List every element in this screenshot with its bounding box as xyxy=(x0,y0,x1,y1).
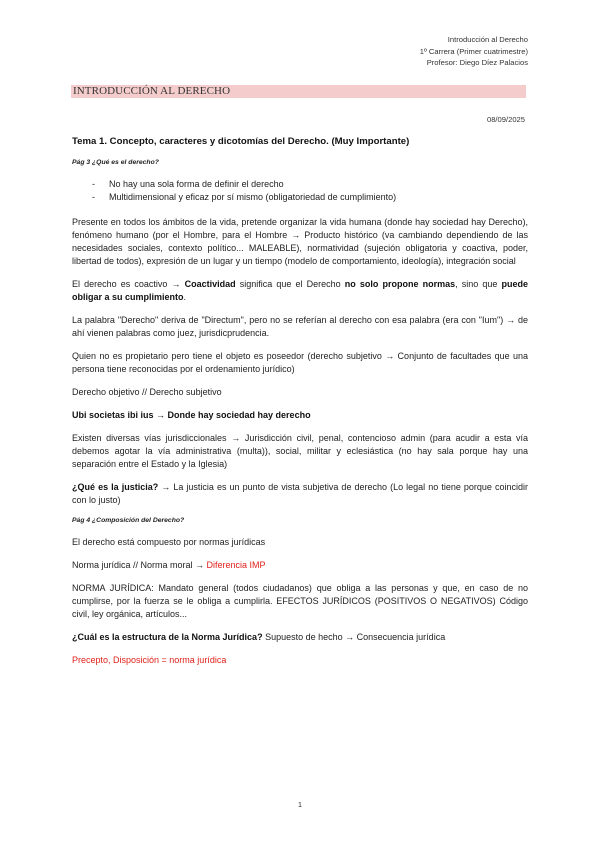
tema-heading: Tema 1. Concepto, caracteres y dicotomías del Derecho. (Muy Importante) xyxy=(72,136,410,147)
paragraph-norma-juridica: NORMA JURÍDICA: Mandato general (todos ciudadanos) que obliga a las personas y que, en caso de no cumplirse, por la fuerza se le obliga a cumplirla. EFECTOS JURÍDICOS (POSITIVOS O NEGATIVOS) Código civil, ley orgánica, artículos... xyxy=(72,583,528,619)
document-date: 08/09/2025 xyxy=(486,115,525,124)
document-title: INTRODUCCIÓN AL DERECHO xyxy=(73,85,231,97)
bullet-list xyxy=(72,178,528,204)
paragraph-coactividad xyxy=(72,278,528,304)
text-run: Norma jurídica // Norma moral → xyxy=(72,560,207,570)
bold-run: Ubi societas ibi ius → Donde hay sociedad hay derecho xyxy=(72,410,311,420)
paragraph-estructura xyxy=(72,631,528,644)
text-run: . xyxy=(183,292,187,302)
paragraph-justicia xyxy=(72,481,528,507)
section-pag4: Pág 4 ¿Composición del Derecho? xyxy=(72,517,185,524)
bold-run: ¿Cuál es la estructura de la Norma Jurídica? xyxy=(72,632,263,642)
paragraph-composicion: El derecho está compuesto por normas jurídicas xyxy=(72,537,266,547)
page-header xyxy=(420,34,528,69)
paragraph-etymology: La palabra "Derecho" deriva de "Directum", pero no se referían al derecho con esa palabra (era con "Ium") → de ahí vienen palabras como juez, jurisdicprudencia. xyxy=(72,315,528,338)
text-run: El derecho es coactivo → xyxy=(72,279,185,289)
text-run: , sino que xyxy=(455,279,502,289)
document-body xyxy=(72,136,528,677)
bold-run: Coactividad xyxy=(184,279,236,289)
paragraph-definition: Presente en todos los ámbitos de la vida, pretende organizar la vida humana (donde hay sociedad hay Derecho), fenómeno humano (por el Hombre, para el Hombre → Producto histórico (va cambiando dependiendo de las necesidades sociales, contexto político... MALEABLE), normatividad (sujeción obligatoria y coactiva, poder, libertad de todos), expresión de un lugar y un tiempo (modelo de comportamiento, ideología), integración social xyxy=(72,217,528,266)
text-run: Supuesto de hecho → Consecuencia jurídica xyxy=(262,632,446,642)
list-item: - No hay una sola forma de definir el derecho xyxy=(92,178,528,191)
text-run: significa que el Derecho xyxy=(235,279,345,289)
title-highlight xyxy=(71,85,526,98)
bold-run: no solo propone normas xyxy=(344,279,456,289)
text-run: → La justicia es un punto de vista subjetiva de derecho (Lo legal no tiene porque coincidir con lo justo) xyxy=(72,482,528,505)
bold-run: puede obligar a su cumplimiento xyxy=(72,279,528,302)
paragraph-norma-moral xyxy=(72,559,528,572)
header-professor: Profesor: Diego Díez Palacios xyxy=(426,58,528,67)
paragraph-ubi-societas xyxy=(72,409,528,422)
list-item: - Multidimensional y eficaz por sí mismo (obligatoriedad de cumplimiento) xyxy=(92,191,528,204)
red-run: Diferencia IMP xyxy=(206,560,266,570)
header-course: Introducción al Derecho xyxy=(447,35,528,44)
paragraph-precepto: Precepto, Disposición = norma jurídica xyxy=(72,655,227,665)
paragraph-poseedor: Quien no es propietario pero tiene el objeto es poseedor (derecho subjetivo → Conjunto de facultades que una persona tiene reconocidas por el ordenamiento jurídico) xyxy=(72,351,528,374)
paragraph-objetivo-subjetivo: Derecho objetivo // Derecho subjetivo xyxy=(72,387,222,397)
paragraph-jurisdicciones: Existen diversas vías jurisdiccionales → Jurisdicción civil, penal, contencioso admin (para acudir a esta vía debemos agotar la vía administrativa (multa)), social, militar y eclesiástica (no hay sala porque hay una separación entre el Estado y la Iglesia) xyxy=(72,433,528,469)
header-year: 1º Carrera (Primer cuatrimestre) xyxy=(419,46,528,56)
page-number: 1 xyxy=(297,800,303,809)
section-pag3: Pág 3 ¿Qué es el derecho? xyxy=(72,159,159,166)
bold-run: ¿Qué es la justicia? xyxy=(72,482,159,492)
